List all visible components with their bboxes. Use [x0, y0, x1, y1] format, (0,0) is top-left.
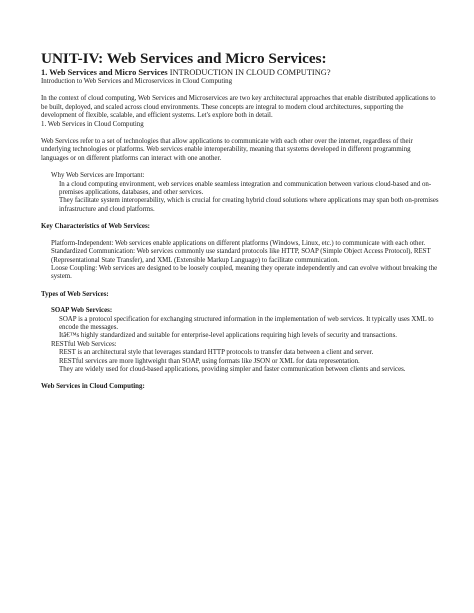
intro-list-item: 1. Web Services in Cloud Computing [41, 120, 144, 128]
key-characteristics-title: Key Characteristics of Web Services: [41, 223, 150, 231]
section-heading-1-bold: 1. Web Services and Micro Services [41, 68, 168, 77]
web-services-paragraph: Web Services refer to a set of technologies that allow applications to communicate with each other over the internet, regardless of their underlying technologies or platforms. Web services enable interoperability, meaning that systems developed in different programming languages or on different platforms can interact with one another. [41, 138, 413, 162]
rest-item-1: REST is an architectural style that leverages standard HTTP protocols to transfer data between a client and server. [59, 349, 374, 357]
rest-item-2: RESTful services are more lightweight than SOAP, using formats like JSON or XML for data representation. [59, 357, 360, 365]
rest-item-3: They are widely used for cloud-based applications, providing simpler and faster communication between clients and services. [59, 365, 406, 373]
key-characteristic-1: Platform-Independent: Web services enable applications on different platforms (Windows, Linux, etc.) to communicate with each other. [51, 239, 426, 247]
document-page [41, 50, 439, 400]
rest-title: RESTful Web Services: [51, 340, 117, 348]
key-characteristic-2: Standardized Communication: Web services commonly use standard protocols like HTTP, SOAP (Simple Object Access Protocol), REST (Representational State Transfer), and XML (Extensible Markup Language) to facilitate communication. [51, 248, 431, 264]
why-important-title: Why Web Services are Important: [51, 172, 145, 180]
intro-paragraph: In the context of cloud computing, Web Services and Microservices are two key architectural approaches that enable distributed applications to be built, deployed, and scaled across cloud environments. These concepts are integral to modern cloud architectures, supporting the development of flexible, scalable, and efficient systems. Let's explore both in detail. [41, 95, 436, 120]
cloud-web-services-title: Web Services in Cloud Computing: [41, 383, 145, 391]
soap-item-2: Itâ€™s highly standardized and suitable for enterprise-level applications requiring high levels of security and transactions. [59, 332, 397, 340]
why-important-item-1: In a cloud computing environment, web services enable seamless integration and communication between various cloud-based and on-premises applications, databases, and other services. [59, 180, 432, 197]
soap-item-1: SOAP is a protocol specification for exchanging structured information in the implementation of web services. It typically uses XML to encode the messages. [59, 315, 434, 331]
why-important-item-2: They facilitate system interoperability, which is crucial for creating hybrid cloud solutions where applications may span both on-premises infrastructure and cloud platforms. [59, 197, 439, 213]
document-title: UNIT-IV: Web Services and Micro Services: [41, 50, 327, 67]
section-heading-1-rest: INTRODUCTION IN CLOUD COMPUTING? [167, 68, 331, 77]
key-characteristic-3: Loose Coupling: Web services are designed to be loosely coupled, meaning they operate independently and can evolve without breaking the system. [51, 264, 438, 281]
intro-line: Introduction to Web Services and Microservices in Cloud Computing [41, 78, 233, 85]
soap-title: SOAP Web Services: [51, 307, 113, 315]
section-heading-1 [41, 68, 439, 78]
types-title: Types of Web Services: [41, 290, 109, 298]
